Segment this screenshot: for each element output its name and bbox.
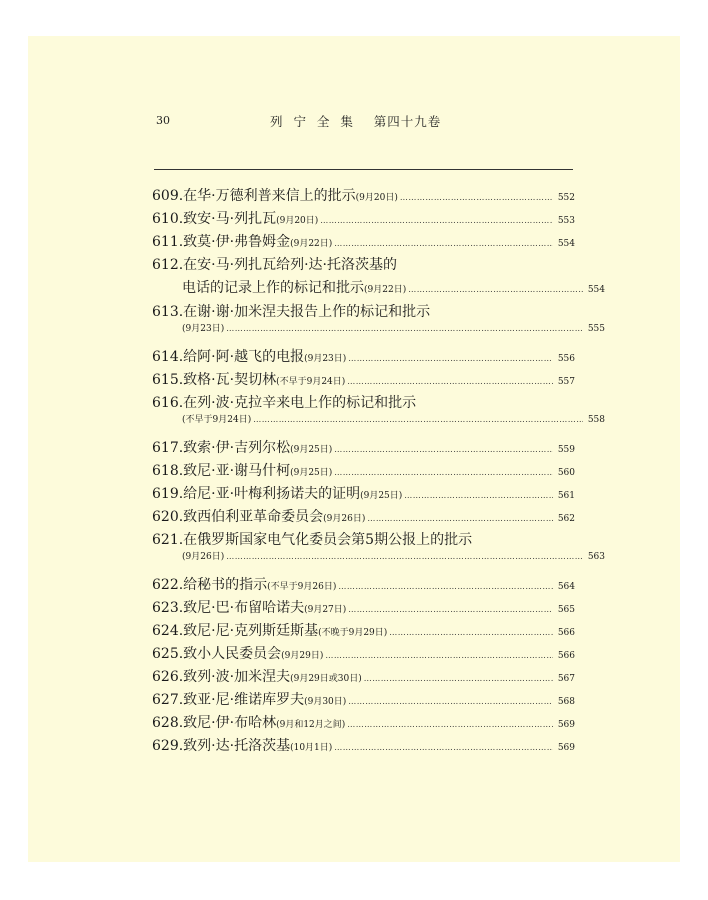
entry-page: 555 [587,324,605,334]
leader-dots [253,415,583,424]
entry-number: 615. [152,372,184,388]
running-title: 列 宁 全 集 第四十九卷 [270,114,442,129]
entry-number: 622. [152,577,184,593]
leader-dots [404,491,553,500]
leader-dots [347,377,553,386]
leader-dots [347,720,553,729]
entry-title: 给秘书的指示 [183,577,268,593]
entry-page: 558 [587,415,605,425]
entry-date: (9月23日) [182,324,225,334]
entry-number: 610. [152,211,184,227]
entry-date: (9月20日) [276,216,319,226]
leader-dots [389,628,553,637]
entry-title: 在谢·谢·加米涅夫报告上作的标记和批示 [183,304,431,320]
entry-date: (9月22日) [290,239,333,249]
leader-dots [348,354,553,363]
entry-title: 致格·瓦·契切林 [183,372,277,388]
entry-date: (9月25日) [290,468,333,478]
entry-date: (9月20日) [355,193,398,203]
entry-page: 563 [587,552,605,562]
entry-title: 致尼·巴·布留哈诺夫 [183,600,305,616]
entry-page: 566 [557,651,575,661]
leader-dots [400,193,553,202]
entry-page: 566 [557,628,575,638]
entry-date: (9月25日) [290,445,333,455]
entry-title: 在俄罗斯国家电气化委员会第5期公报上的批示 [183,532,473,548]
entry-title: 给阿·阿·越飞的电报 [183,349,305,365]
entry-title: 致列·波·加米涅夫 [183,669,291,685]
entry-page: 554 [557,239,575,249]
entry-number: 620. [152,509,184,525]
leader-dots [408,285,583,294]
entry-date: (9月27日) [304,605,347,615]
entry-date: (9月和12月之间) [276,720,346,730]
entry-title: 致索·伊·吉列尔松 [183,440,291,456]
leader-dots [325,651,553,660]
entry-date: (9月23日) [304,354,347,364]
leader-dots [367,514,553,523]
entry-date: (9月26日) [182,552,225,562]
header-rule [154,169,573,170]
entry-title: 致安·马·列扎瓦 [183,211,277,227]
leader-dots [226,324,583,333]
leader-dots [320,216,553,225]
entry-page: 568 [557,697,575,707]
entry-number: 619. [152,486,184,502]
entry-number: 624. [152,623,184,639]
entry-number: 612. [152,257,184,273]
leader-dots [348,697,553,706]
entry-title: 致莫·伊·弗鲁姆金 [183,234,291,250]
entry-page: 561 [557,491,575,501]
leader-dots [364,674,553,683]
entry-date: (不晚于9月29日) [318,628,388,638]
entry-title: 致列·达·托洛茨基 [183,738,291,754]
entry-number: 617. [152,440,184,456]
entry-page: 562 [557,514,575,524]
entry-page: 554 [587,285,605,295]
entry-page: 565 [557,605,575,615]
entry-page: 556 [557,354,575,364]
entry-number: 627. [152,692,184,708]
entry-date: (不早于9月24日) [182,415,252,425]
page-header [126,110,552,130]
entry-page: 564 [557,582,575,592]
page-number: 30 [156,114,170,127]
entry-title: 致亚·尼·维诺库罗夫 [183,692,305,708]
leader-dots [348,605,553,614]
entry-page: 560 [557,468,575,478]
entry-number: 623. [152,600,184,616]
entry-title: 在安·马·列扎瓦给列·达·托洛茨基的 [183,257,397,273]
leader-dots [334,468,553,477]
entry-title: 致尼·尼·克列斯廷斯基 [183,623,319,639]
entry-number: 611. [152,234,184,250]
entry-date: (不早于9月24日) [276,377,346,387]
leader-dots [226,552,583,561]
entry-title: 致尼·亚·谢马什柯 [183,463,291,479]
entry-number: 629. [152,738,184,754]
entry-number: 616. [152,395,184,411]
leader-dots [338,582,553,591]
entry-page: 557 [557,377,575,387]
entry-title: 在列·波·克拉辛来电上作的标记和批示 [183,395,417,411]
leader-dots [334,445,553,454]
entry-page: 552 [557,193,575,203]
leader-dots [334,743,553,752]
entry-number: 609. [152,188,184,204]
entry-page: 569 [557,743,575,753]
entry-number: 613. [152,304,184,320]
entry-number: 625. [152,646,184,662]
entry-page: 569 [557,720,575,730]
entry-title: 致小人民委员会 [183,646,282,662]
entry-number: 621. [152,532,184,548]
entry-date: (9月25日) [360,491,403,501]
entry-number: 626. [152,669,184,685]
entry-title: 致尼·伊·布哈林 [183,715,277,731]
entry-page: 567 [557,674,575,684]
entry-date: (不早于9月26日) [267,582,337,592]
entry-title: 在华·万德利普来信上的批示 [183,188,356,204]
entry-date: (9月22日) [364,285,407,295]
entry-date: (9月30日) [304,697,347,707]
entry-number: 618. [152,463,184,479]
entry-number: 614. [152,349,184,365]
entry-title: 致西伯利亚革命委员会 [183,509,324,525]
entry-number: 628. [152,715,184,731]
entry-date: (9月29日或30日) [290,674,362,684]
entry-date: (9月29日) [281,651,324,661]
entry-date: (10月1日) [290,743,333,753]
entry-page: 553 [557,216,575,226]
leader-dots [334,239,553,248]
entry-page: 559 [557,445,575,455]
entry-title-continued: 电话的记录上作的标记和批示 [182,280,364,296]
entry-title: 给尼·亚·叶梅利扬诺夫的证明 [183,486,361,502]
entry-date: (9月26日) [323,514,366,524]
